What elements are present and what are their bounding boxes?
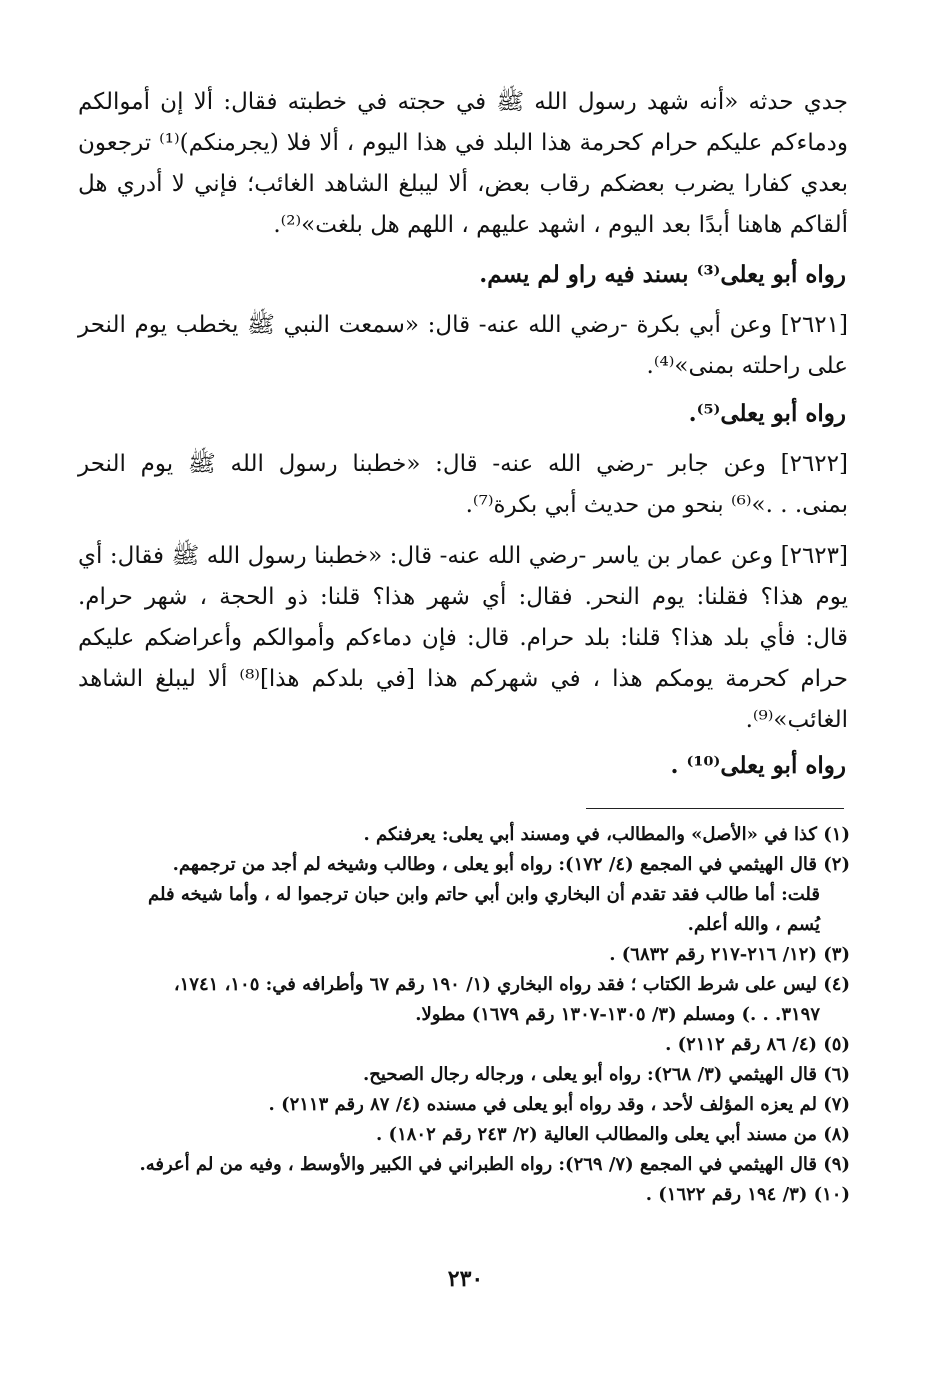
footnote-continuation: ٣١٩٧. . .) ومسلم (٣/ ١٣٠٥-١٣٠٧ رقم ١٦٧٩) مطولا. bbox=[415, 1004, 820, 1025]
text-line: بعدي كفارا يضرب بعضكم رقاب بعض، ألا ليبلغ الشاهد الغائب؛ فإني لا أدري هل bbox=[78, 171, 848, 197]
page-number: ٢٣٠ bbox=[447, 1266, 484, 1292]
text-line: يوم هذا؟ فقلنا: يوم النحر. فقال: أي شهر هذا؟ قلنا: ذو الحجة ، شهر حرام. bbox=[78, 584, 848, 610]
footnote: (٥) (٤/ ٨٦ رقم ٢١١٢) . bbox=[665, 1034, 850, 1055]
narration-line: رواه أبو يعلى⁽⁵⁾. bbox=[688, 400, 846, 427]
text-line: ودماءكم عليكم حرام كحرمة هذا البلد في هذا اليوم ، ألا فلا (يجرمنكم)⁽¹⁾ ترجعون bbox=[78, 130, 848, 156]
text-line: الغائب»⁽⁹⁾. bbox=[745, 707, 848, 733]
text-line: حرام كحرمة يومكم هذا ، في شهركم هذا [في بلدكم هذا]⁽⁸⁾ ألا ليبلغ الشاهد bbox=[78, 666, 848, 692]
text-line: قال: فأي بلد هذا؟ قلنا: بلد حرام. قال: فإن دماءكم وأموالكم وأعراضكم عليكم bbox=[78, 625, 848, 651]
footnote: (٣) (١٢/ ٢١٦-٢١٧ رقم ٦٨٣٢) . bbox=[609, 944, 850, 965]
footnote: (٨) من مسند أبي يعلى والمطالب العالية (٢/ ٢٤٣ رقم ١٨٠٢) . bbox=[376, 1124, 850, 1145]
narration-line: رواه أبو يعلى⁽¹⁰⁾ . bbox=[670, 752, 846, 779]
text-line: ألقاكم هاهنا أبدًا بعد اليوم ، اشهد عليهم ، اللهم هل بلغت»⁽²⁾. bbox=[273, 212, 848, 238]
text-line: على راحلته بمنى»⁽⁴⁾. bbox=[646, 353, 848, 379]
hadith-2621: [٢٦٢١] وعن أبي بكرة -رضي الله عنه- قال: «سمعت النبي ﷺ يخطب يوم النحر bbox=[78, 312, 848, 338]
text-line: جدي حدثه «أنه شهد رسول الله ﷺ في حجته في خطبته فقال: ألا إن أموالكم bbox=[78, 89, 848, 115]
main-text bbox=[78, 82, 848, 786]
footnote-continuation: قلت: أما طالب فقد تقدم أن البخاري وابن أبي حاتم وابن حبان ترجموا له ، وأما شيخه فلم bbox=[148, 884, 820, 905]
hadith-2623: [٢٦٢٣] وعن عمار بن ياسر -رضي الله عنه- قال: «خطبنا رسول الله ﷺ فقال: أي bbox=[78, 543, 848, 569]
footnote: (٩) قال الهيثمي في المجمع (٧/ ٢٦٩): رواه الطبراني في الكبير والأوسط ، وفيه من لم أعرفه. bbox=[139, 1154, 850, 1175]
text-line: بمنى. . .»⁽⁶⁾ بنحو من حديث أبي بكرة⁽⁷⁾. bbox=[465, 492, 848, 518]
footnote: (٧) لم يعزه المؤلف لأحد ، وقد رواه أبو يعلى في مسنده (٤/ ٨٧ رقم ٢١١٣) . bbox=[268, 1094, 850, 1115]
footnote: (١) كذا في «الأصل» والمطالب، في ومسند أبي يعلى: يعرفنكم . bbox=[363, 824, 850, 845]
hadith-2622: [٢٦٢٢] وعن جابر -رضي الله عنه- قال: «خطبنا رسول الله ﷺ يوم النحر bbox=[78, 451, 848, 477]
footnote: (٦) قال الهيثمي (٣/ ٢٦٨): رواه أبو يعلى ، ورجاله رجال الصحيح. bbox=[363, 1064, 850, 1085]
footnotes bbox=[120, 820, 850, 1210]
footnote: (٤) ليس على شرط الكتاب ؛ فقد رواه البخاري (١/ ١٩٠ رقم ٦٧ وأطرافه في: ١٠٥، ١٧٤١، bbox=[173, 974, 850, 995]
narration-line: رواه أبو يعلى⁽³⁾ بسند فيه راو لم يسم. bbox=[479, 261, 846, 288]
footnote: (١٠) (٣/ ١٩٤ رقم ١٦٢٢) . bbox=[645, 1184, 850, 1205]
footnote-divider bbox=[586, 808, 844, 809]
footnote: (٢) قال الهيثمي في المجمع (٤/ ١٧٢): رواه أبو يعلى ، وطالب وشيخه لم أجد من ترجمهم. bbox=[172, 854, 850, 875]
footnote-continuation: يُسم ، والله أعلم. bbox=[687, 914, 820, 935]
